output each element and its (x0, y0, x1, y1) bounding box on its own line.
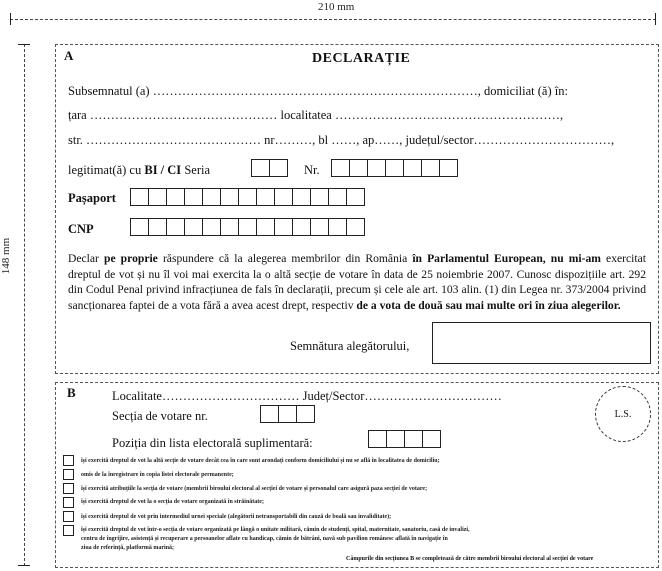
sectia-cells[interactable] (260, 405, 314, 423)
cnp-cell[interactable] (310, 218, 329, 236)
nr-cell[interactable] (367, 159, 386, 177)
sectia-label: Secția de votare nr. (112, 409, 208, 423)
cnp-cell[interactable] (274, 218, 293, 236)
pasaport-cell[interactable] (220, 188, 239, 206)
seria-cells[interactable] (251, 159, 287, 177)
pasaport-cells[interactable] (130, 188, 364, 206)
check-text-omis: omis de la înregistrare în copia listei electorale permanente; (81, 472, 234, 478)
stamp-label: L.S. (614, 408, 632, 420)
pasaport-label: Pașaport (68, 191, 116, 205)
pasaport-cell[interactable] (292, 188, 311, 206)
checkbox-unitate-speciala[interactable] (63, 525, 74, 536)
height-dimension-label: 148 mm (0, 237, 13, 275)
pasaport-cell[interactable] (202, 188, 221, 206)
nr-cell[interactable] (385, 159, 404, 177)
nr-cell[interactable] (439, 159, 458, 177)
pasaport-cell[interactable] (130, 188, 149, 206)
check-text-strainatate: își exercită dreptul de vot la o secția de votare organizată în străinătate; (81, 499, 264, 505)
subsemnatul-line: Subsemnatul (a) ……………………………………………………………………, domiciliat (ă) în: (68, 84, 568, 98)
nr-cell[interactable] (331, 159, 350, 177)
pozitia-cells[interactable] (368, 430, 440, 448)
cnp-cells[interactable] (130, 218, 364, 236)
legitimat-label: legitimat(ă) cu (68, 163, 142, 177)
check-text-unitate-line-3: ziua de referință, platformă marină; (81, 545, 175, 551)
checkbox-omis[interactable] (63, 469, 74, 480)
cnp-cell[interactable] (238, 218, 257, 236)
seria-cell[interactable] (269, 159, 288, 177)
strada-line: str. …………………………………… nr………, bl ……, ap……, județul/sector……………………………, (68, 133, 615, 147)
nr-cell[interactable] (421, 159, 440, 177)
pozitia-cell[interactable] (422, 430, 441, 448)
cnp-cell[interactable] (292, 218, 311, 236)
check-text-atributii: își exercită atribuțiile la secția de votare (membrii biroului electoral al secției de votare și personalul care asigură paza secției de votare; (81, 486, 428, 492)
section-b-letter: B (67, 385, 76, 400)
declar-raspundere: răspundere că la alegerea membrilor din România (162, 252, 408, 265)
declar-nu-mi-am: , nu mi-am (542, 252, 601, 265)
declar-de-a-vota: de a vota de două sau mai multe ori în ziua alegerilor. (356, 298, 621, 312)
pasaport-cell[interactable] (346, 188, 365, 206)
cnp-cell[interactable] (148, 218, 167, 236)
height-dimension-tick-bottom (18, 565, 30, 566)
checkbox-alta-sectie[interactable] (63, 455, 74, 466)
nr-cell[interactable] (403, 159, 422, 177)
nr-cells[interactable] (331, 159, 457, 177)
sectia-cell[interactable] (296, 405, 315, 423)
cnp-cell[interactable] (166, 218, 185, 236)
checkbox-urna-speciala[interactable] (63, 511, 74, 522)
pozitia-cell[interactable] (368, 430, 387, 448)
check-text-unitate-line-2: centru de îngrijire, asistență și recuperare a persoanelor aflate cu handicap, cămin de bătrâni, navă sub pavilion românesc aflată în navigație în (81, 536, 448, 542)
section-a-letter: A (64, 48, 74, 63)
localitate-line: Localitate…………………………… Județ/Sector…………………………… (112, 389, 502, 403)
width-dimension-label: 210 mm (318, 1, 355, 13)
checkbox-strainatate[interactable] (63, 497, 74, 508)
nr-label: Nr. (304, 163, 320, 177)
tara-line: țara ……………………………………… localitatea ………………………………………………, (68, 108, 564, 122)
height-dimension-tick-top (18, 44, 30, 45)
cnp-cell[interactable] (256, 218, 275, 236)
declar-word: Declar (68, 252, 99, 265)
declar-in: în (412, 252, 422, 265)
checkbox-atributii[interactable] (63, 483, 74, 494)
pasaport-cell[interactable] (148, 188, 167, 206)
cnp-label: CNP (68, 222, 94, 236)
pasaport-cell[interactable] (274, 188, 293, 206)
declar-pe-proprie: pe proprie (104, 252, 158, 265)
semnatura-label: Semnătura alegătorului, (290, 339, 410, 353)
pasaport-cell[interactable] (238, 188, 257, 206)
declaration-title: DECLARAȚIE (312, 51, 411, 66)
pozitia-cell[interactable] (386, 430, 405, 448)
check-text-alta-sectie: își exercită dreptul de vot la altă secție de votare decât cea în care sunt arondați conform domiciliului și nu se află în localitatea de domiciliu; (81, 458, 440, 464)
width-dimension-line (10, 19, 656, 20)
cnp-cell[interactable] (202, 218, 221, 236)
width-dimension-tick-left (10, 13, 11, 25)
section-b-footer-note: Câmpurile din secțiunea B se completează de către membrii biroului electoral al secției de votare (346, 556, 594, 562)
pozitia-label: Poziția din lista electorală suplimentară: (112, 436, 313, 450)
pasaport-cell[interactable] (328, 188, 347, 206)
bi-ci-label: BI / CI (144, 163, 182, 177)
cnp-cell[interactable] (184, 218, 203, 236)
check-text-urna-speciala: își exercită dreptul de vot prin intermediul urnei speciale (alegătorii netransportabili din cauză de boală sau invaliditate); (81, 514, 392, 520)
legitimat-row (68, 163, 210, 178)
pasaport-cell[interactable] (310, 188, 329, 206)
cnp-cell[interactable] (220, 218, 239, 236)
declaration-paragraph (68, 251, 646, 313)
signature-box[interactable] (432, 322, 651, 364)
pasaport-cell[interactable] (166, 188, 185, 206)
seria-label: Seria (184, 163, 210, 177)
cnp-cell[interactable] (346, 218, 365, 236)
declar-parlament: Parlamentul European (427, 252, 543, 265)
declar-exercitat: exercitat dreptul de vot și nu îl voi mai exercita la o altă secție de votare în data de 25 noiembrie 2007. (68, 252, 646, 281)
sectia-cell[interactable] (260, 405, 279, 423)
cnp-cell[interactable] (130, 218, 149, 236)
sectia-cell[interactable] (278, 405, 297, 423)
pasaport-cell[interactable] (184, 188, 203, 206)
nr-cell[interactable] (349, 159, 368, 177)
height-dimension-line (24, 44, 25, 566)
width-dimension-tick-right (655, 13, 656, 25)
declar-cunosc: Cunosc dispozițiile art. 292 din Codul Penal privind infracțiunea de fals în declarații, precum și cele ale art. 103 alin. (1) din Legea nr. 373/2004 privind sancționarea faptei de a vota fără a avea acest drept, respectiv (68, 267, 647, 312)
cnp-cell[interactable] (328, 218, 347, 236)
seria-cell[interactable] (251, 159, 270, 177)
stamp-circle (595, 386, 651, 442)
check-text-unitate-line-1: își exercită dreptul de vot într-o secția de votare organizată pe lângă o unitate militară, cămin de studenți, spital, maternitate, sanatoriu, casă de invalizi, (81, 527, 470, 533)
pozitia-cell[interactable] (404, 430, 423, 448)
pasaport-cell[interactable] (256, 188, 275, 206)
